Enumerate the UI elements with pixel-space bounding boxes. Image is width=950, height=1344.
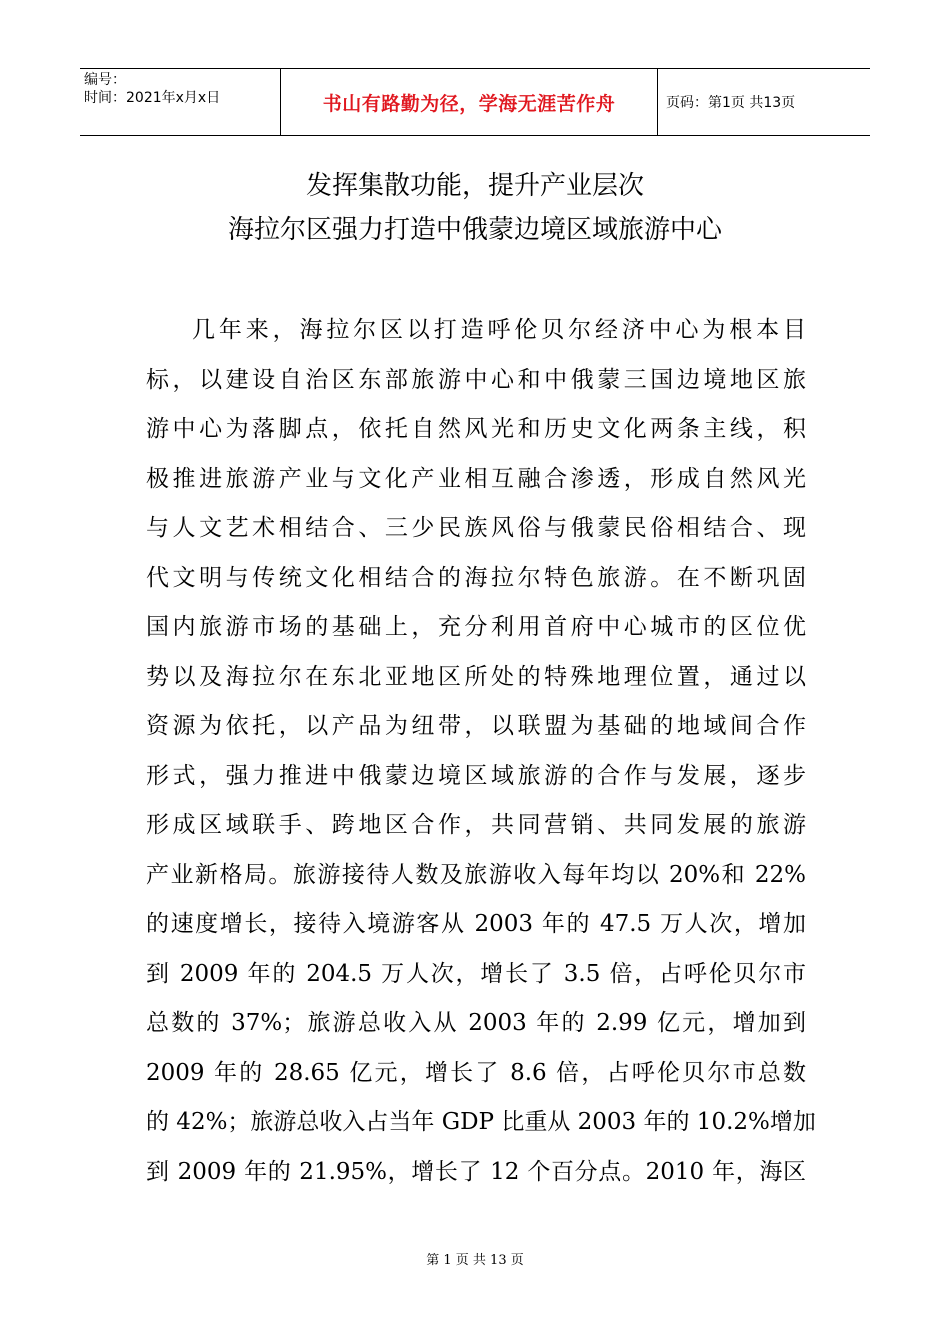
body-line: 到 2009 年的 21.95%，增长了 12 个百分点。2010 年，海区 [146,1158,806,1185]
body-line: 国内旅游市场的基础上，充分利用首府中心城市的区位优 [146,614,806,640]
body-paragraph [146,306,816,1197]
header-motto-cell [280,69,658,135]
time-label: 时间：2021年x月x日 [84,90,221,106]
body-line: 标，以建设自治区东部旅游中心和中俄蒙三国边境地区旅 [146,366,806,393]
document-header [80,68,870,136]
body-line: 总数的 37%；旅游总收入从 2003 年的 2.99 亿元，增加到 [146,1010,806,1036]
body-line: 几年来，海拉尔区以打造呼伦贝尔经济中心为根本目 [192,317,806,343]
header-left-cell [80,69,280,135]
body-line: 与人文艺术相结合、三少民族风俗与俄蒙民俗相结合、现 [146,515,806,541]
body-line: 产业新格局。旅游接待人数及旅游收入每年均以 20%和 22% [146,861,806,888]
body-line: 2009 年的 28.65 亿元，增长了 8.6 倍，占呼伦贝尔市总数 [146,1059,806,1086]
body-line: 的速度增长，接待入境游客从 2003 年的 47.5 万人次，增加 [146,911,806,937]
page-footer: 第 1 页 共 13 页 [426,1253,524,1268]
motto-text: 书山有路勤为径，学海无涯苦作舟 [322,92,616,115]
body-line: 的 42%；旅游总收入占当年 GDP 比重从 2003 年的 10.2%增加 [146,1109,816,1135]
body-line: 极推进旅游产业与文化产业相互融合渗透，形成自然风光 [146,465,806,492]
body-line: 代文明与传统文化相结合的海拉尔特色旅游。在不断巩固 [146,564,806,591]
page-info: 页码：第1页 共13页 [666,95,796,111]
body-line: 游中心为落脚点，依托自然风光和历史文化两条主线，积 [146,416,806,442]
number-label: 编号： [84,72,126,88]
body-line: 形式，强力推进中俄蒙边境区域旅游的合作与发展，逐步 [146,762,806,789]
title-line-1: 发挥集散功能，提升产业层次 [305,171,644,201]
body-line: 势以及海拉尔在东北亚地区所处的特殊地理位置，通过以 [146,663,806,690]
body-line: 资源为依托，以产品为纽带，以联盟为基础的地域间合作 [146,713,806,739]
body-line: 形成区域联手、跨地区合作，共同营销、共同发展的旅游 [146,812,806,838]
title-line-2: 海拉尔区强力打造中俄蒙边境区域旅游中心 [227,215,722,245]
header-page-cell [658,69,870,135]
body-line: 到 2009 年的 204.5 万人次，增长了 3.5 倍，占呼伦贝尔市 [146,960,806,987]
